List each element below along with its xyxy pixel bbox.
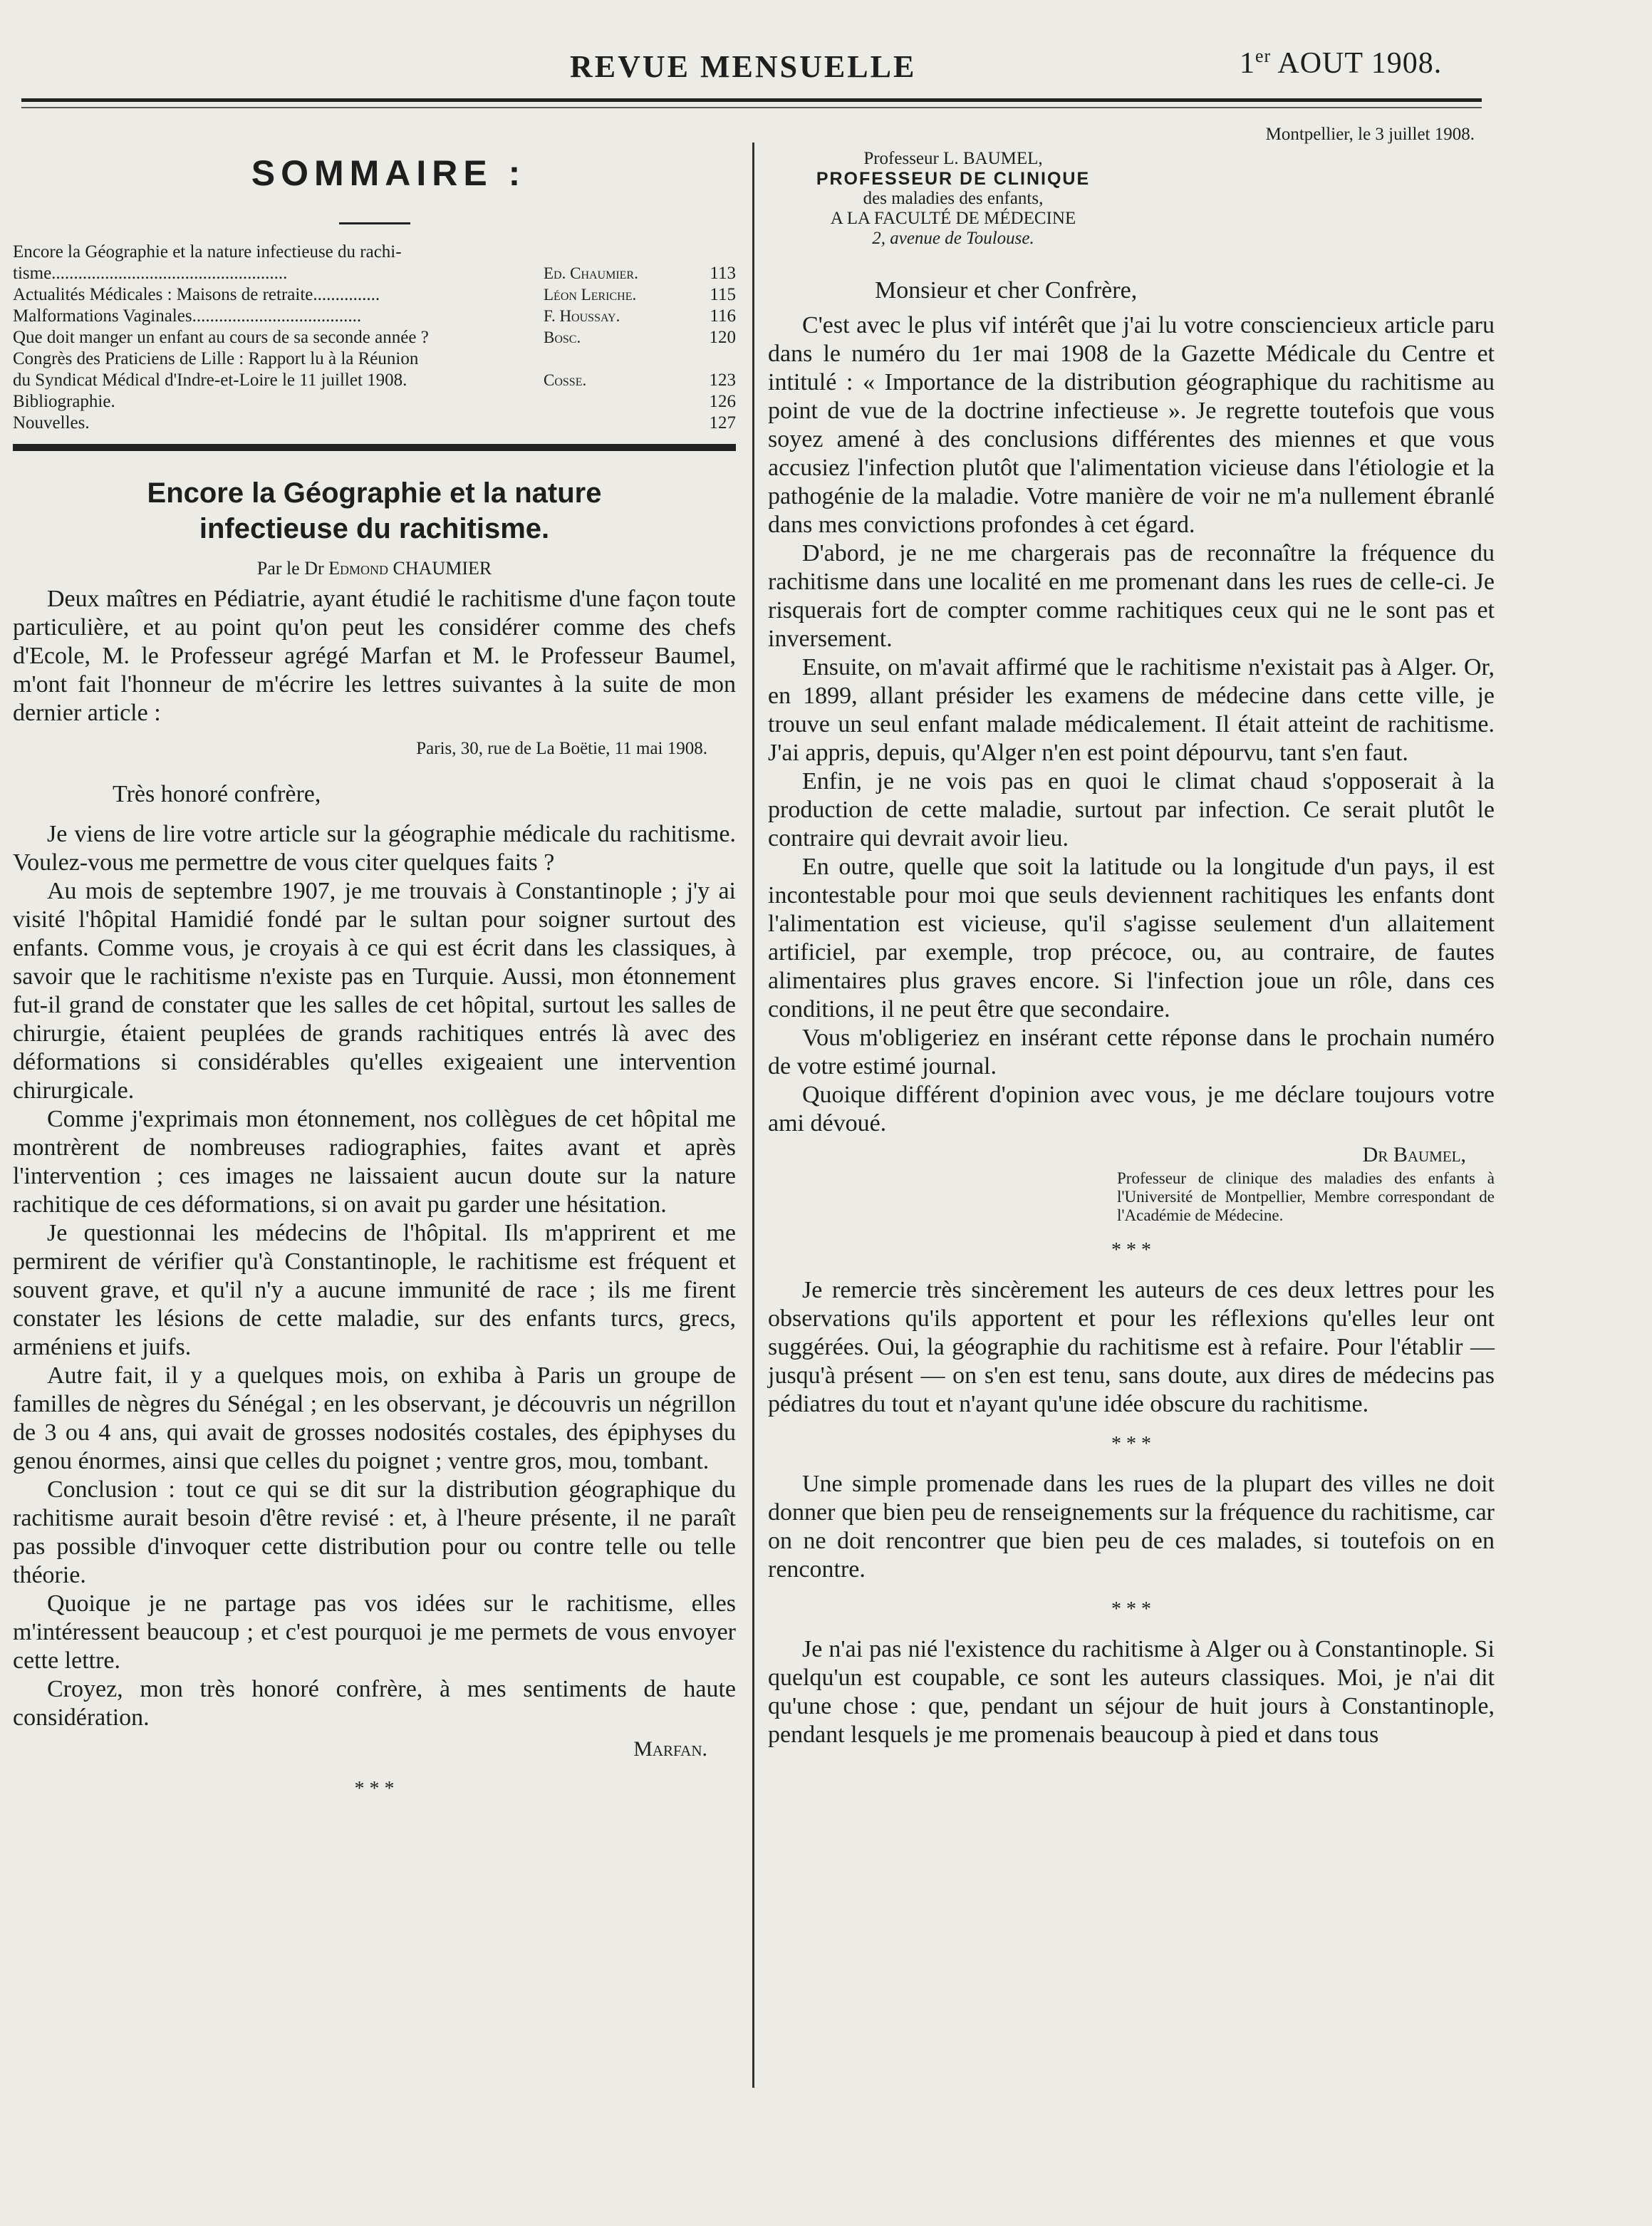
- toc-row: Que doit manger un enfant au cours de sa seconde année ? Bosc. 120: [13, 328, 736, 347]
- article-body-left: [13, 585, 736, 1798]
- article-byline: Par le Dr Edmond CHAUMIER: [256, 558, 492, 579]
- closing-paragraph: Je n'ai pas nié l'existence du rachitisme à Alger ou à Constantinople. Si quelqu'un est coupable, ce sont les auteurs classiques. Moi, je n'ai dit qu'une chose : que, pendant un séjour de huit jours à Constantinople, pendant lesquels je me promenais beaucoup à pied et dans tous: [768, 1636, 1495, 1748]
- section-separator: * * *: [1111, 1433, 1151, 1455]
- toc-row: du Syndicat Médical d'Indre-et-Loire le 11 juillet 1908. Cosse. 123: [13, 371, 736, 390]
- section-separator: * * *: [1111, 1239, 1151, 1261]
- section-separator: * * *: [1111, 1598, 1151, 1620]
- intro-paragraph: Deux maîtres en Pédiatrie, ayant étudié le rachitisme d'une façon toute particulière, et au point qu'on peut les considérer comme des chefs d'Ecole, M. le Professeur agrégé Marfan et M. le Professeur Baumel, m'ont fait l'honneur de m'écrire les lettres suivantes à la suite de mon dernier article :: [13, 586, 736, 726]
- letter1-paragraph: Quoique je ne partage pas vos idées sur le rachitisme, elles m'intéressent beaucoup ; et c'est pourquoi je me permets de vous envoyer cette lettre.: [13, 1590, 736, 1674]
- sommaire-dash: [339, 222, 410, 224]
- toc-row: Malformations Vaginales...................................... F. Houssay. 116: [13, 306, 736, 326]
- letter1-place-date: Paris, 30, rue de La Boëtie, 11 mai 1908.: [416, 739, 707, 758]
- letter2-salutation: Monsieur et cher Confrère,: [875, 277, 1138, 304]
- letter1-paragraph: Autre fait, il y a quelques mois, on exhiba à Paris un groupe de familles de nègres du Sénégal ; en les observant, je découvris un négrillon de 3 ou 4 ans, qui avait de grosses nodosités costales, des épiphyses du genou énormes, ainsi que celles du poignet ; ventre gros, mou, tombant.: [13, 1362, 736, 1474]
- letter1-paragraph: Au mois de septembre 1907, je me trouvais à Constantinople ; j'y ai visité l'hôpital Hamidié fondé par le sultan pour soigner surtout des enfants. Comme vous, je croyais à ce qui est écrit dans les classiques, à savoir que le rachitisme n'existe pas en Turquie. Aussi, mon étonnement fut-il grand de constater que les salles de cet hôpital, surtout les salles de chirurgie, étaient peuplées de grands rachitiques entrés là avec des déformations si considérables qu'elles exigeaient une intervention chirurgicale.: [13, 878, 736, 1104]
- left-column: [13, 143, 736, 1815]
- letter2-signature: Dr Baumel,: [1362, 1143, 1466, 1166]
- letter2-paragraph: Quoique différent d'opinion avec vous, je me déclare toujours votre ami dévoué.: [768, 1082, 1495, 1137]
- letter2-paragraph: C'est avec le plus vif intérêt que j'ai lu votre consciencieux article paru dans le numéro du 1er mai 1908 de la Gazette Médicale du Centre et intitulé : « Importance de la distribution géographique du rachitisme au point de vue de la doctrine infectieuse ». Je regrette toutefois que vous soyez amené à des conclusions différentes des miennes et que vous accusiez l'infection plutôt que l'alimentation vicieuse dans l'étiologie et la pathogénie de la maladie. Votre manière de voir ne m'a nullement ébranlé dans mes convictions profondes à cet égard.: [768, 312, 1495, 538]
- table-of-contents: [13, 242, 736, 434]
- letter2-paragraph: D'abord, je ne me chargerais pas de reconnaître la fréquence du rachitisme dans une localité en me promenant dans les rues de celle-ci. Je risquerais fort de compter comme rachitiques ceux qui ne le sont pas et inversement.: [768, 540, 1495, 652]
- letter2-paragraph: Enfin, je ne vois pas en quoi le climat chaud s'opposerait à la production de cette maladie, surtout par infection. Ce serait plutôt le contraire qui devrait avoir lieu.: [768, 768, 1495, 851]
- header-rule: [21, 98, 1482, 102]
- closing-paragraph: Une simple promenade dans les rues de la plupart des villes ne doit donner que bien peu de renseignements sur la fréquence du rachitisme, car on ne doit rencontrer que bien peu de ces malades, si toutefois on en rencontre.: [768, 1471, 1495, 1583]
- toc-rule: [13, 444, 736, 451]
- letter2-paragraph: Ensuite, on m'avait affirmé que le rachitisme n'existait pas à Alger. Or, en 1899, allant présider les examens de médecine dans cette ville, je trouve un seul enfant malade médicalement. Il était atteint de rachitisme. J'ai appris, depuis, qu'Alger n'en est point dépourvu, tant s'en faut.: [768, 654, 1495, 766]
- section-separator: * * *: [354, 1778, 395, 1800]
- letter2-place-date: Montpellier, le 3 juillet 1908.: [1265, 125, 1475, 144]
- letter2-paragraph: En outre, quelle que soit la latitude ou la longitude d'un pays, il est incontestable pour moi que seuls deviennent rachitiques les enfants dont l'alimentation est vicieuse, qu'il s'agisse seulement d'un allaitement artificiel, par exemple, trop précoce, ou, au contraire, de fautes alimentaires plus graves encore. Si l'infection joue un rôle, dans ces conditions, il ne peut être que secondaire.: [768, 854, 1495, 1023]
- letter1-paragraph: Conclusion : tout ce qui se dit sur la distribution géographique du rachitisme aurait besoin d'être revisé : et, à l'heure présente, il ne paraît pas possible d'invoquer cette distribution pour ou contre telle ou telle théorie.: [13, 1476, 736, 1588]
- sommaire-title: SOMMAIRE :: [251, 153, 526, 193]
- letter2-letterhead: Professeur L. BAUMEL, PROFESSEUR DE CLINIQUE des maladies des enfants, A LA FACULTÉ DE MÉDECINE 2, avenue de Toulouse.: [816, 149, 1091, 248]
- letter1-signature: Marfan.: [633, 1737, 707, 1761]
- letter1-paragraph: Croyez, mon très honoré confrère, à mes sentiments de haute considération.: [13, 1676, 736, 1731]
- letter1-salutation: Très honoré confrère,: [113, 781, 321, 807]
- article-body-right: [768, 311, 1495, 1749]
- toc-row: Nouvelles. 127: [13, 413, 736, 433]
- header-rule-thin: [21, 107, 1482, 108]
- letter1-paragraph: Comme j'exprimais mon étonnement, nos collègues de cet hôpital me montrèrent de nombreuses radiographies, faites avant et après l'intervention ; ces images ne laissaient aucun doute sur la nature rachitique de ces déformations, si on avait pu garder une hésitation.: [13, 1106, 736, 1218]
- toc-row: Encore la Géographie et la nature infectieuse du rachi-: [13, 242, 402, 262]
- journal-title: REVUE MENSUELLE: [570, 49, 917, 84]
- letter2-credentials: Professeur de clinique des maladies des enfants à l'Université de Montpellier, Membre correspondant de l'Académie de Médecine.: [1117, 1169, 1495, 1224]
- column-divider: [752, 143, 754, 2088]
- toc-row: Actualités Médicales : Maisons de retraite............... Léon Leriche. 115: [13, 285, 736, 304]
- letter2-paragraph: Vous m'obligeriez en insérant cette réponse dans le prochain numéro de votre estimé journal.: [768, 1025, 1495, 1080]
- letter1-paragraph: Je questionnai les médecins de l'hôpital. Ils m'apprirent et me permirent de vérifier qu'à Constantinople, le rachitisme est fréquent et souvent grave, et qu'il n'y a aucune immunité de race ; ils me firent constater les lésions de cette maladie, sur des enfants turcs, grecs, arméniens et juifs.: [13, 1220, 736, 1360]
- issue-date: 1er AOUT 1908.: [1240, 46, 1443, 80]
- toc-row: tisme..................................................... Ed. Chaumier. 113: [13, 264, 736, 283]
- right-column: [768, 125, 1495, 1749]
- toc-row: Congrès des Praticiens de Lille : Rapport lu à la Réunion: [13, 349, 419, 368]
- article-title: Encore la Géographie et la nature infectieuse du rachitisme.: [147, 477, 602, 544]
- letter1-paragraph: Je viens de lire votre article sur la géographie médicale du rachitisme. Voulez-vous me permettre de vous citer quelques faits ?: [13, 821, 736, 876]
- toc-row: Bibliographie. 126: [13, 392, 736, 411]
- closing-paragraph: Je remercie très sincèrement les auteurs de ces deux lettres pour les observations qu'ils apportent et pour les réflexions qu'elles leur ont suggérées. Oui, la géographie du rachitisme est à refaire. Pour l'établir — jusqu'à présent — on s'en est tenu, sans doute, aux dires de médecins pas pédiatres du tout et n'ayant qu'une idée obscure du rachitisme.: [768, 1277, 1495, 1417]
